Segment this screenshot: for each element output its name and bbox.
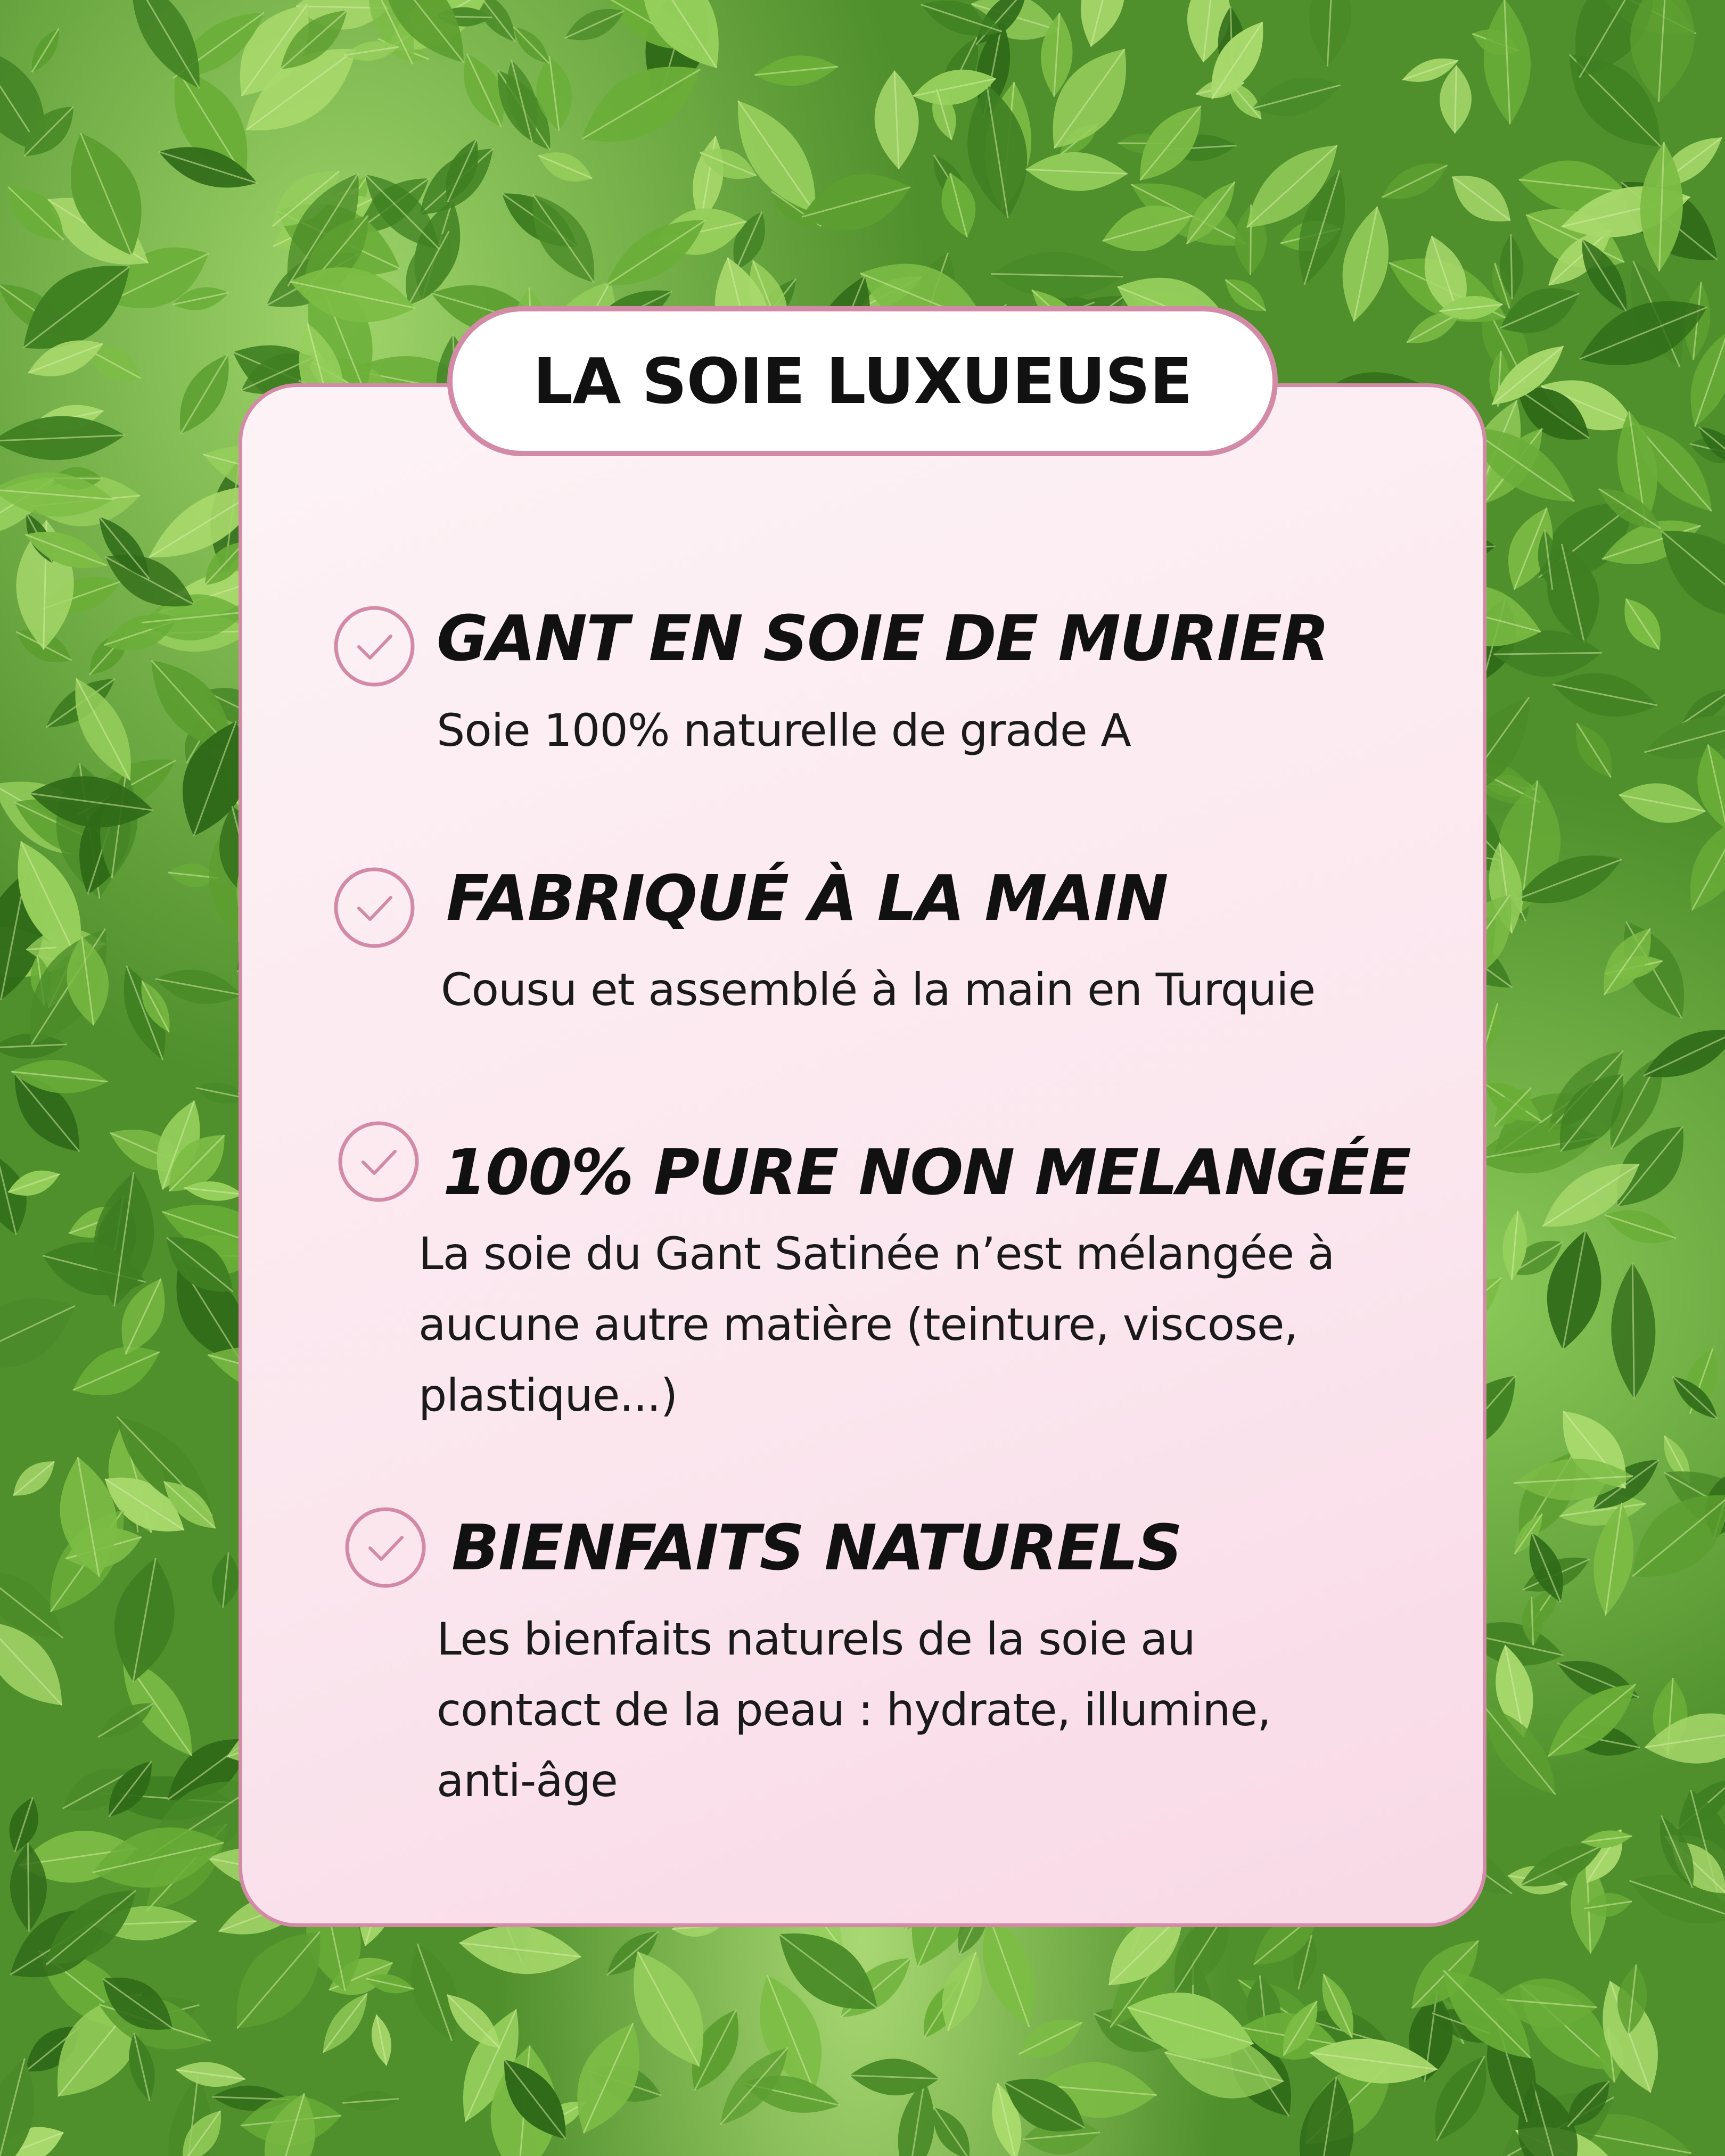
feature-title: 100% PURE NON MELANGÉE (443, 1135, 1410, 1209)
feature-description-line: contact de la peau : hydrate, illumine, (437, 1684, 1271, 1736)
feature-description-line: plastique...) (418, 1369, 678, 1421)
title-pill (447, 306, 1278, 456)
feature-description-line: anti-âge (437, 1755, 618, 1807)
feature-title: BIENFAITS NATURELS (451, 1511, 1182, 1584)
feature-description-line: Cousu et assemblé à la main en Turquie (441, 964, 1316, 1016)
feature-title: FABRIQUÉ À LA MAIN (446, 861, 1168, 935)
check-circle-icon (332, 604, 416, 688)
feature-description-line: aucune autre matière (teinture, viscose, (418, 1298, 1298, 1351)
feature-description-line: La soie du Gant Satinée n’est mélangée à (418, 1228, 1335, 1280)
check-circle-icon (336, 1120, 421, 1204)
page-title: LA SOIE LUXUEUSE (532, 344, 1193, 418)
feature-title: GANT EN SOIE DE MURIER (437, 602, 1328, 675)
feature-description-line: Les bienfaits naturels de la soie au (437, 1613, 1195, 1665)
check-circle-icon (332, 866, 416, 950)
feature-description-line: Soie 100% naturelle de grade A (437, 704, 1131, 756)
check-circle-icon (343, 1505, 428, 1590)
